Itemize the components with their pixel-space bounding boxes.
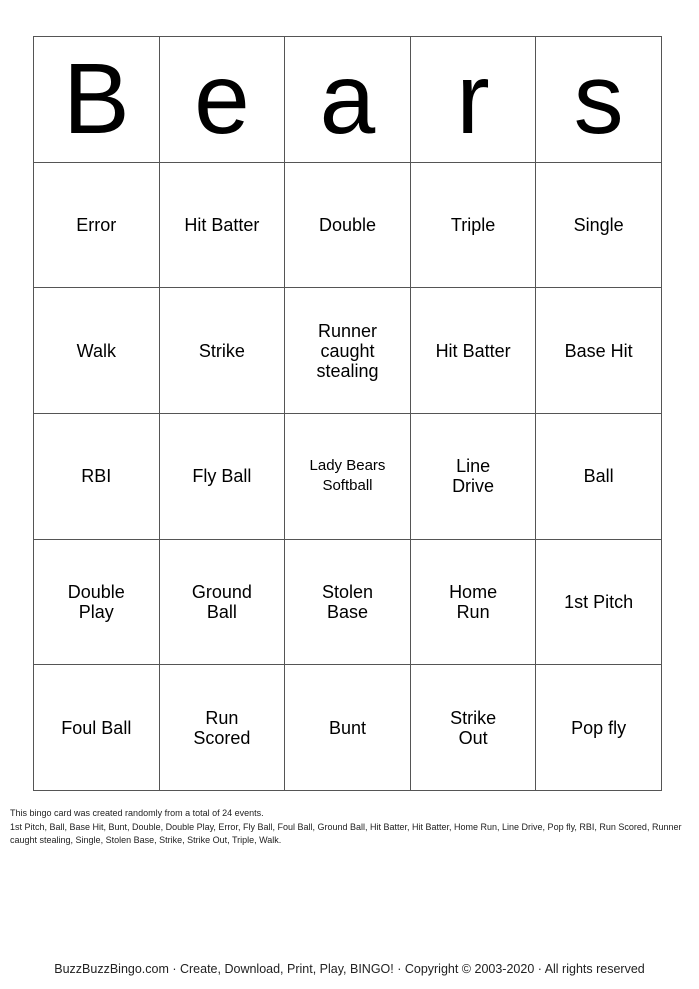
bingo-cell: Triple <box>410 162 536 288</box>
header-letter: B <box>34 37 160 163</box>
bingo-cell: Runner caught stealing <box>285 288 411 414</box>
bingo-cell: Double Play <box>34 539 160 665</box>
bingo-cell: 1st Pitch <box>536 539 662 665</box>
bingo-cell: Run Scored <box>159 665 285 791</box>
bingo-cell: RBI <box>34 414 160 540</box>
bingo-cell: Line Drive <box>410 414 536 540</box>
bingo-cell: Foul Ball <box>34 665 160 791</box>
bingo-cell: Hit Batter <box>410 288 536 414</box>
card-row <box>34 162 662 288</box>
bingo-cell: Error <box>34 162 160 288</box>
bingo-cell: Walk <box>34 288 160 414</box>
card-row <box>34 288 662 414</box>
header-letter: a <box>285 37 411 163</box>
header-letter: r <box>410 37 536 163</box>
bingo-cell: Single <box>536 162 662 288</box>
bingo-cell: Double <box>285 162 411 288</box>
header-letter: s <box>536 37 662 163</box>
bingo-cell: Hit Batter <box>159 162 285 288</box>
event-list-note <box>10 807 695 848</box>
card-row <box>34 665 662 791</box>
bingo-cell: Strike <box>159 288 285 414</box>
header-row <box>34 37 662 163</box>
note-summary: This bingo card was created randomly from a total of 24 events. <box>10 808 264 818</box>
header-letter: e <box>159 37 285 163</box>
bingo-cell: Pop fly <box>536 665 662 791</box>
bingo-card <box>33 36 662 791</box>
note-events: 1st Pitch, Ball, Base Hit, Bunt, Double, Double Play, Error, Fly Ball, Foul Ball, Ground Ball, Hit Batter, Hit Batter, Home Run, Line Drive, Pop fly, RBI, Run Scored, Runner caught stealing, Single, Stolen Base, Strike, Strike Out, Triple, Walk. <box>10 821 682 845</box>
bingo-cell: Fly Ball <box>159 414 285 540</box>
free-space-cell: Lady Bears Softball <box>285 414 411 540</box>
bingo-cell: Stolen Base <box>285 539 411 665</box>
card-row <box>34 539 662 665</box>
bingo-cell: Ground Ball <box>159 539 285 665</box>
bingo-cell: Bunt <box>285 665 411 791</box>
card-row <box>34 414 662 540</box>
bingo-cell: Strike Out <box>410 665 536 791</box>
bingo-cell: Ball <box>536 414 662 540</box>
bingo-cell: Home Run <box>410 539 536 665</box>
footer-copyright: BuzzBuzzBingo.com · Create, Download, Print, Play, BINGO! · Copyright © 2003-2020 · All rights reserved <box>54 962 645 976</box>
bingo-cell: Base Hit <box>536 288 662 414</box>
